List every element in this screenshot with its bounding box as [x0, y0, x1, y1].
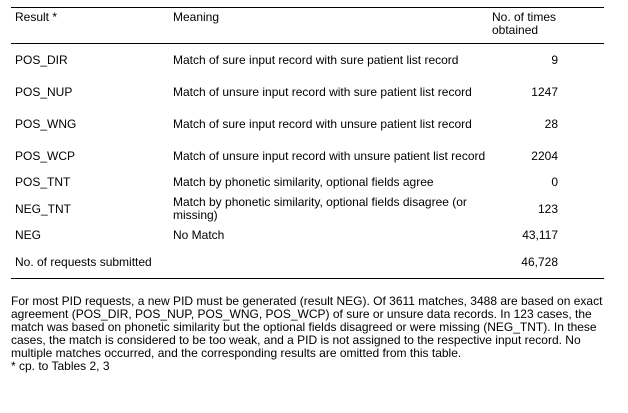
cell-meaning: Match of unsure input record with unsure patient list record: [173, 148, 486, 163]
cell-meaning: Match of sure input record with sure patient list record: [173, 52, 459, 67]
cell-count: 2204: [531, 148, 558, 163]
cell-meaning: Match by phonetic similarity, optional fields disagree (or missing): [173, 195, 467, 222]
table-row-total: [11, 246, 604, 279]
table-row: [11, 193, 604, 225]
cell-meaning: [169, 246, 490, 279]
cell-result: NEG: [15, 228, 42, 242]
cell-meaning: No Match: [173, 228, 225, 242]
cell-result: POS_DIR: [15, 52, 68, 67]
header-row: [11, 8, 604, 44]
cell-count: 123: [537, 201, 558, 216]
notes-footnote: * cp. to Tables 2, 3: [11, 359, 110, 373]
cell-meaning: Match of sure input record with unsure patient list record: [173, 116, 472, 131]
table-row: [11, 108, 604, 140]
cell-count: 9: [551, 52, 558, 67]
table-row: [11, 44, 604, 77]
results-table: [11, 7, 604, 279]
table-row: [11, 172, 604, 193]
cell-result: POS_TNT: [15, 175, 71, 189]
cell-meaning: Match by phonetic similarity, optional fields agree: [173, 175, 434, 189]
table-body: [11, 44, 604, 279]
notes-paragraph: For most PID requests, a new PID must be generated (result NEG). Of 3611 matches, 3488 are based on exact agreement (POS_DIR, POS_NUP, POS_WNG, POS_WCP) of sure or unsure data records. In 123 cases, the match was based on phonetic similarity but the optional fields disagreed or were missing (NEG_TNT). In these cases, the match is considered to be too weak, and a PID is not assigned to the respective input record. No multiple matches occurred, and the corresponding results are omitted from this table.: [11, 294, 603, 360]
cell-result: POS_WNG: [15, 116, 77, 131]
cell-result: POS_WCP: [15, 148, 76, 163]
table-row: [11, 76, 604, 108]
cell-count: 43,117: [522, 228, 558, 242]
header-meaning: Meaning: [169, 8, 490, 44]
cell-result: No. of requests submitted: [11, 246, 169, 279]
cell-result: NEG_TNT: [15, 201, 72, 216]
cell-count: 46,728: [490, 246, 604, 279]
cell-count: 28: [544, 116, 558, 131]
cell-count: 0: [551, 175, 558, 189]
results-table-container: [11, 7, 604, 279]
table-header: [11, 8, 604, 44]
table-row: [11, 225, 604, 246]
cell-result: POS_NUP: [15, 84, 73, 99]
table-row: [11, 140, 604, 172]
header-count: No. of times obtained: [490, 8, 604, 44]
header-result: Result *: [11, 8, 169, 44]
table-notes: [11, 295, 616, 373]
cell-meaning: Match of unsure input record with sure patient list record: [173, 84, 472, 99]
cell-count: 1247: [531, 84, 558, 99]
